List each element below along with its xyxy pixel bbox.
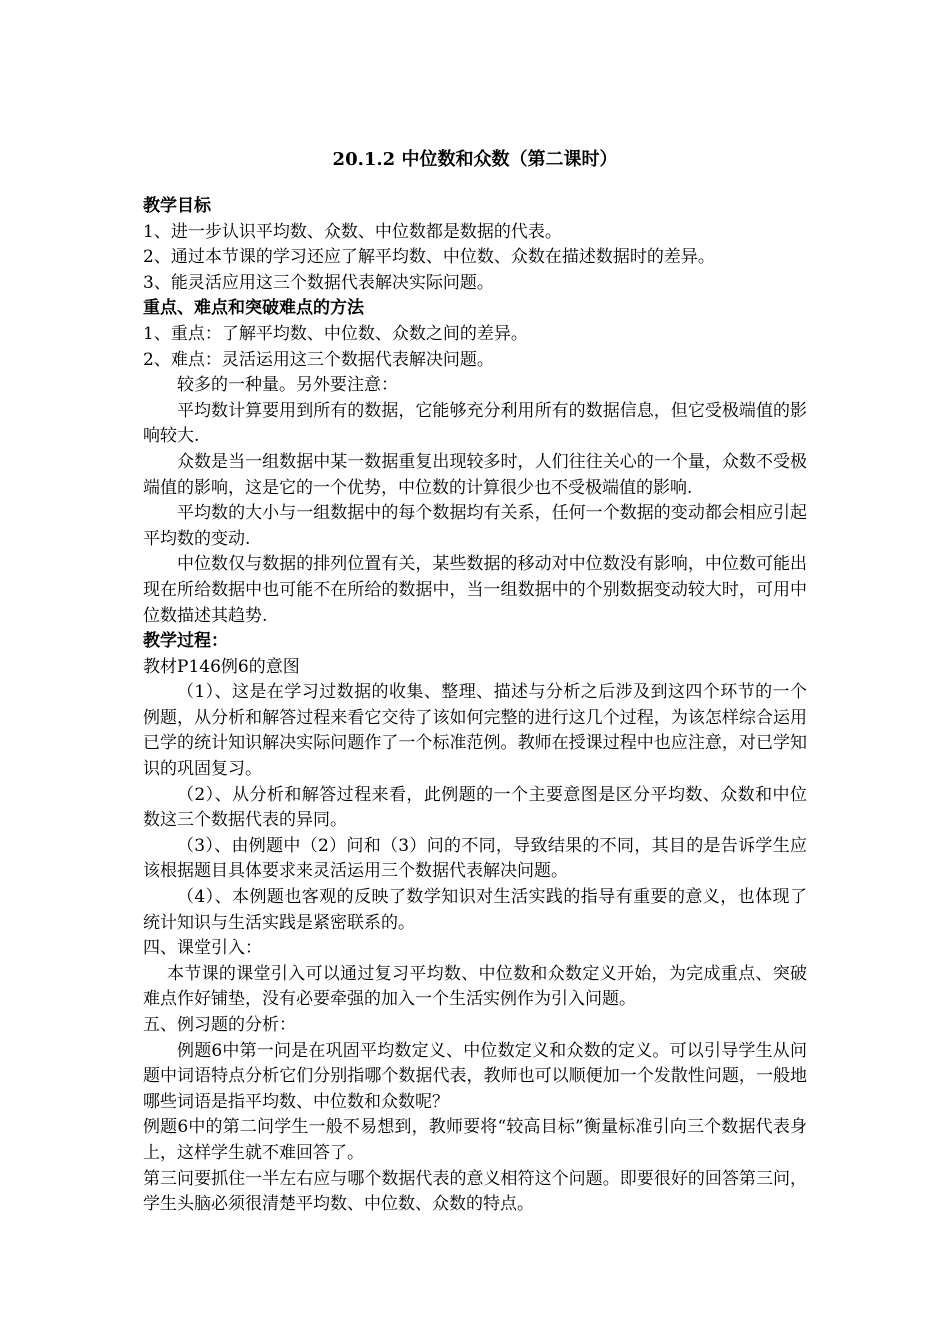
paragraph: 较多的一种量。另外要注意： xyxy=(177,375,398,396)
paragraph: 平均数的大小与一组数据中的每个数据均有关系，任何一个数据的变动都会相应引起平均数的变动. xyxy=(143,503,807,549)
paragraph: 众数是当一组数据中某一数据重复出现较多时，人们往往关心的一个量，众数不受极端值的影响，这是它的一个优势，中位数的计算很少也不受极端值的影响. xyxy=(143,451,807,498)
paragraph: 平均数计算要用到所有的数据，它能够充分利用所有的数据信息，但它受极端值的影响较大. xyxy=(143,400,807,447)
paragraph: 教材P146例6的意图 xyxy=(143,656,300,677)
paragraph: （1）、这是在学习过数据的收集、整理、描述与分析之后涉及到这四个环节的一个例题，从分析和解答过程来看它交待了该如何完整的进行这几个过程，为该怎样综合运用已学的统计知识解决实际问题作了一个标准范例。教师在授课过程中也应注意，对已学知识的巩固复习。 xyxy=(143,682,807,780)
paragraph: 四、课堂引入： xyxy=(143,938,262,959)
document-body xyxy=(143,194,807,1218)
paragraph: 1、重点：了解平均数、中位数、众数之间的差异。 xyxy=(143,323,528,344)
paragraph: 例题6中的第二问学生一般不易想到，教师要将“较高目标”衡量标准引向三个数据代表身上，这样学生就不难回答了。 xyxy=(143,1117,807,1163)
section-heading: 教学过程： xyxy=(143,631,228,652)
paragraph: （4）、本例题也客观的反映了数学知识对生活实践的指导有重要的意义，也体现了统计知识与生活实践是紧密联系的。 xyxy=(143,887,807,933)
paragraph: 五、例习题的分析： xyxy=(143,1015,296,1035)
paragraph: 2、难点：灵活运用这三个数据代表解决问题。 xyxy=(143,349,494,370)
paragraph: （2）、从分析和解答过程来看，此例题的一个主要意图是区分平均数、众数和中位数这三个数据代表的异同。 xyxy=(143,784,807,831)
section-heading: 重点、难点和突破难点的方法 xyxy=(143,298,364,319)
section-heading: 教学目标 xyxy=(143,196,211,216)
paragraph: 例题6中第一问是在巩固平均数定义、中位数定义和众数的定义。可以引导学生从问题中词语特点分析它们分别指哪个数据代表，教师也可以顺便加一个发散性问题，一般地哪些词语是指平均数、中位数和众数呢？ xyxy=(143,1040,807,1112)
paragraph: 本节课的课堂引入可以通过复习平均数、中位数和众数定义开始，为完成重点、突破难点作好铺垫，没有必要牵强的加入一个生活实例作为引入问题。 xyxy=(143,963,807,1010)
paragraph: 第三问要抓住一半左右应与哪个数据代表的意义相符这个问题。即要很好的回答第三问，学生头脑必须很清楚平均数、中位数、众数的特点。 xyxy=(143,1168,807,1215)
paragraph: 3、能灵活应用这三个数据代表解决实际问题。 xyxy=(143,272,494,293)
paragraph: （3）、由例题中（2）问和（3）问的不同，导致结果的不同，其目的是告诉学生应该根据题目具体要求来灵活运用三个数据代表解决问题。 xyxy=(143,835,807,882)
paragraph: 2、通过本节课的学习还应了解平均数、中位数、众数在描述数据时的差异。 xyxy=(143,247,715,268)
paragraph: 1、进一步认识平均数、众数、中位数都是数据的代表。 xyxy=(143,221,562,242)
paragraph: 中位数仅与数据的排列位置有关，某些数据的移动对中位数没有影响，中位数可能出现在所给数据中也可能不在所给的数据中，当一组数据中的个别数据变动较大时，可用中位数描述其趋势. xyxy=(143,554,807,626)
document-title: 20.1.2 中位数和众数（第二课时） xyxy=(332,149,618,170)
